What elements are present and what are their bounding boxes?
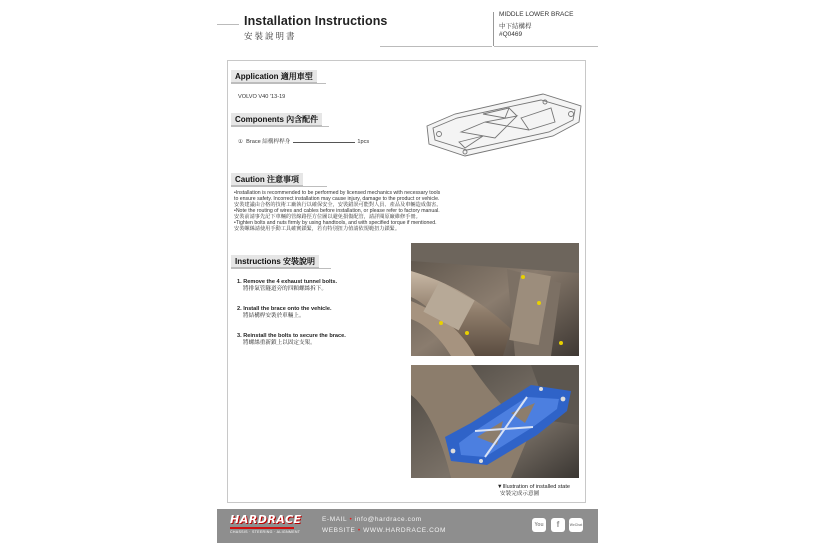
caution-line: •Tighten bolts and nuts firmly by using handtools, and with specified torque if mentioned. [234, 220, 437, 226]
caption-zh: 安裝完成示意圖 [500, 491, 540, 497]
application-heading [231, 70, 317, 83]
step-3-en: 3. Reinstall the bolts to secure the brace. [237, 333, 346, 339]
instructions-heading-zh: 安裝說明 [283, 256, 316, 266]
caution-line: 安裝前請事先記下車輛的管線路徑方位圖以避免損傷配管，請詳閱原廠維修手冊。 [234, 214, 421, 220]
caption [497, 484, 570, 498]
hardrace-logo [230, 513, 302, 537]
caution-rule [231, 186, 327, 187]
caution-heading [231, 173, 303, 186]
caution-line: •Installation is recommended to be performed by licensed mechanics with necessary tools [234, 190, 441, 196]
facebook-icon[interactable]: f [551, 518, 565, 532]
component-qty: 1pcs [357, 139, 370, 145]
youtube-icon[interactable]: You [532, 518, 546, 532]
photo-exhaust-tunnel [411, 243, 579, 356]
components-heading-zh: 內含配件 [286, 114, 319, 124]
component-index: ① [238, 139, 244, 145]
brand-name: HARDRACE [230, 513, 302, 526]
header-divider [493, 12, 494, 46]
caution-heading-en: Caution [235, 175, 265, 184]
photo-installed-brace [411, 365, 579, 478]
caption-en-text: Illustration of installed state [502, 484, 571, 490]
header-rule-right [494, 46, 598, 47]
email-label: E-MAIL [322, 516, 348, 523]
brand-underline [230, 527, 294, 529]
header-rule-mid [380, 46, 492, 47]
product-name: MIDDLE LOWER BRACE [499, 11, 574, 18]
components-rule [231, 126, 329, 127]
page-title-zh: 安裝說明書 [244, 32, 297, 42]
product-name-zh: 中下結構桿 [499, 23, 532, 30]
step-2-zh: 將結構桿安裝於車輛上。 [243, 313, 305, 319]
instructions-rule [231, 268, 331, 269]
photo-installed-brace-image [411, 365, 579, 478]
step-1-en: 1. Remove the 4 exhaust tunnel bolts. [237, 279, 338, 285]
wechat-icon[interactable]: WeChat [569, 518, 583, 532]
part-number: #Q0469 [499, 31, 523, 38]
instructions-heading [231, 255, 319, 268]
caution-line: to ensure safety. Incorrect installation may cause injury, damage to the product or vehicle. [234, 196, 440, 202]
components-heading [231, 113, 322, 126]
page-title: Installation Instructions [244, 14, 388, 28]
caution-line: •Note the routing of wires and cables before installation, or please refer to factory manual. [234, 208, 440, 214]
step-3 [237, 333, 346, 347]
website-label: WEBSITE [322, 527, 356, 534]
step-2-en: 2. Install the brace onto the vehicle. [237, 306, 332, 312]
caution-line: 安裝螺絲請使用手動工具確實鎖緊，若有特別扭力值請依規範扭力鎖緊。 [234, 226, 401, 232]
step-3-zh: 將螺絲重新鎖上以固定支架。 [243, 340, 316, 346]
instructions-heading-en: Instructions [235, 257, 281, 266]
header-rule-left [217, 24, 239, 25]
component-name: Brace 結構桿桿身 [246, 139, 291, 145]
caution-line: 安裝建議由合格的技術工廠執行以確保安全，安裝錯誤可能對人員、產品及車輛造成傷害。 [234, 202, 442, 208]
website-separator-icon: • [357, 527, 361, 534]
caution-heading-zh: 注意事項 [267, 174, 300, 184]
brand-tagline: CHASSIS · STEERING · ALIGNMENT [230, 530, 301, 534]
vehicle-model: VOLVO V40 '13-19 [238, 94, 286, 100]
step-1 [237, 279, 337, 293]
contact-email [322, 516, 422, 523]
photo-exhaust-tunnel-image [411, 243, 579, 356]
caption-en [497, 484, 570, 491]
website-link[interactable]: WWW.HARDRACE.COM [363, 527, 447, 534]
component-leader [293, 142, 355, 143]
application-heading-zh: 適用車型 [280, 71, 313, 81]
application-heading-en: Application [235, 72, 279, 81]
application-rule [231, 83, 326, 84]
brace-drawing [425, 92, 583, 158]
contact-website [322, 527, 446, 534]
step-1-zh: 將排氣管隧道旁的四顆螺絲拆下。 [243, 286, 327, 292]
email-separator-icon: • [349, 516, 353, 523]
components-heading-en: Components [235, 115, 284, 124]
step-2 [237, 306, 332, 320]
caption-triangle-icon: ▼ [497, 484, 503, 490]
component-item [238, 139, 369, 145]
email-link[interactable]: info@hardrace.com [354, 516, 422, 523]
